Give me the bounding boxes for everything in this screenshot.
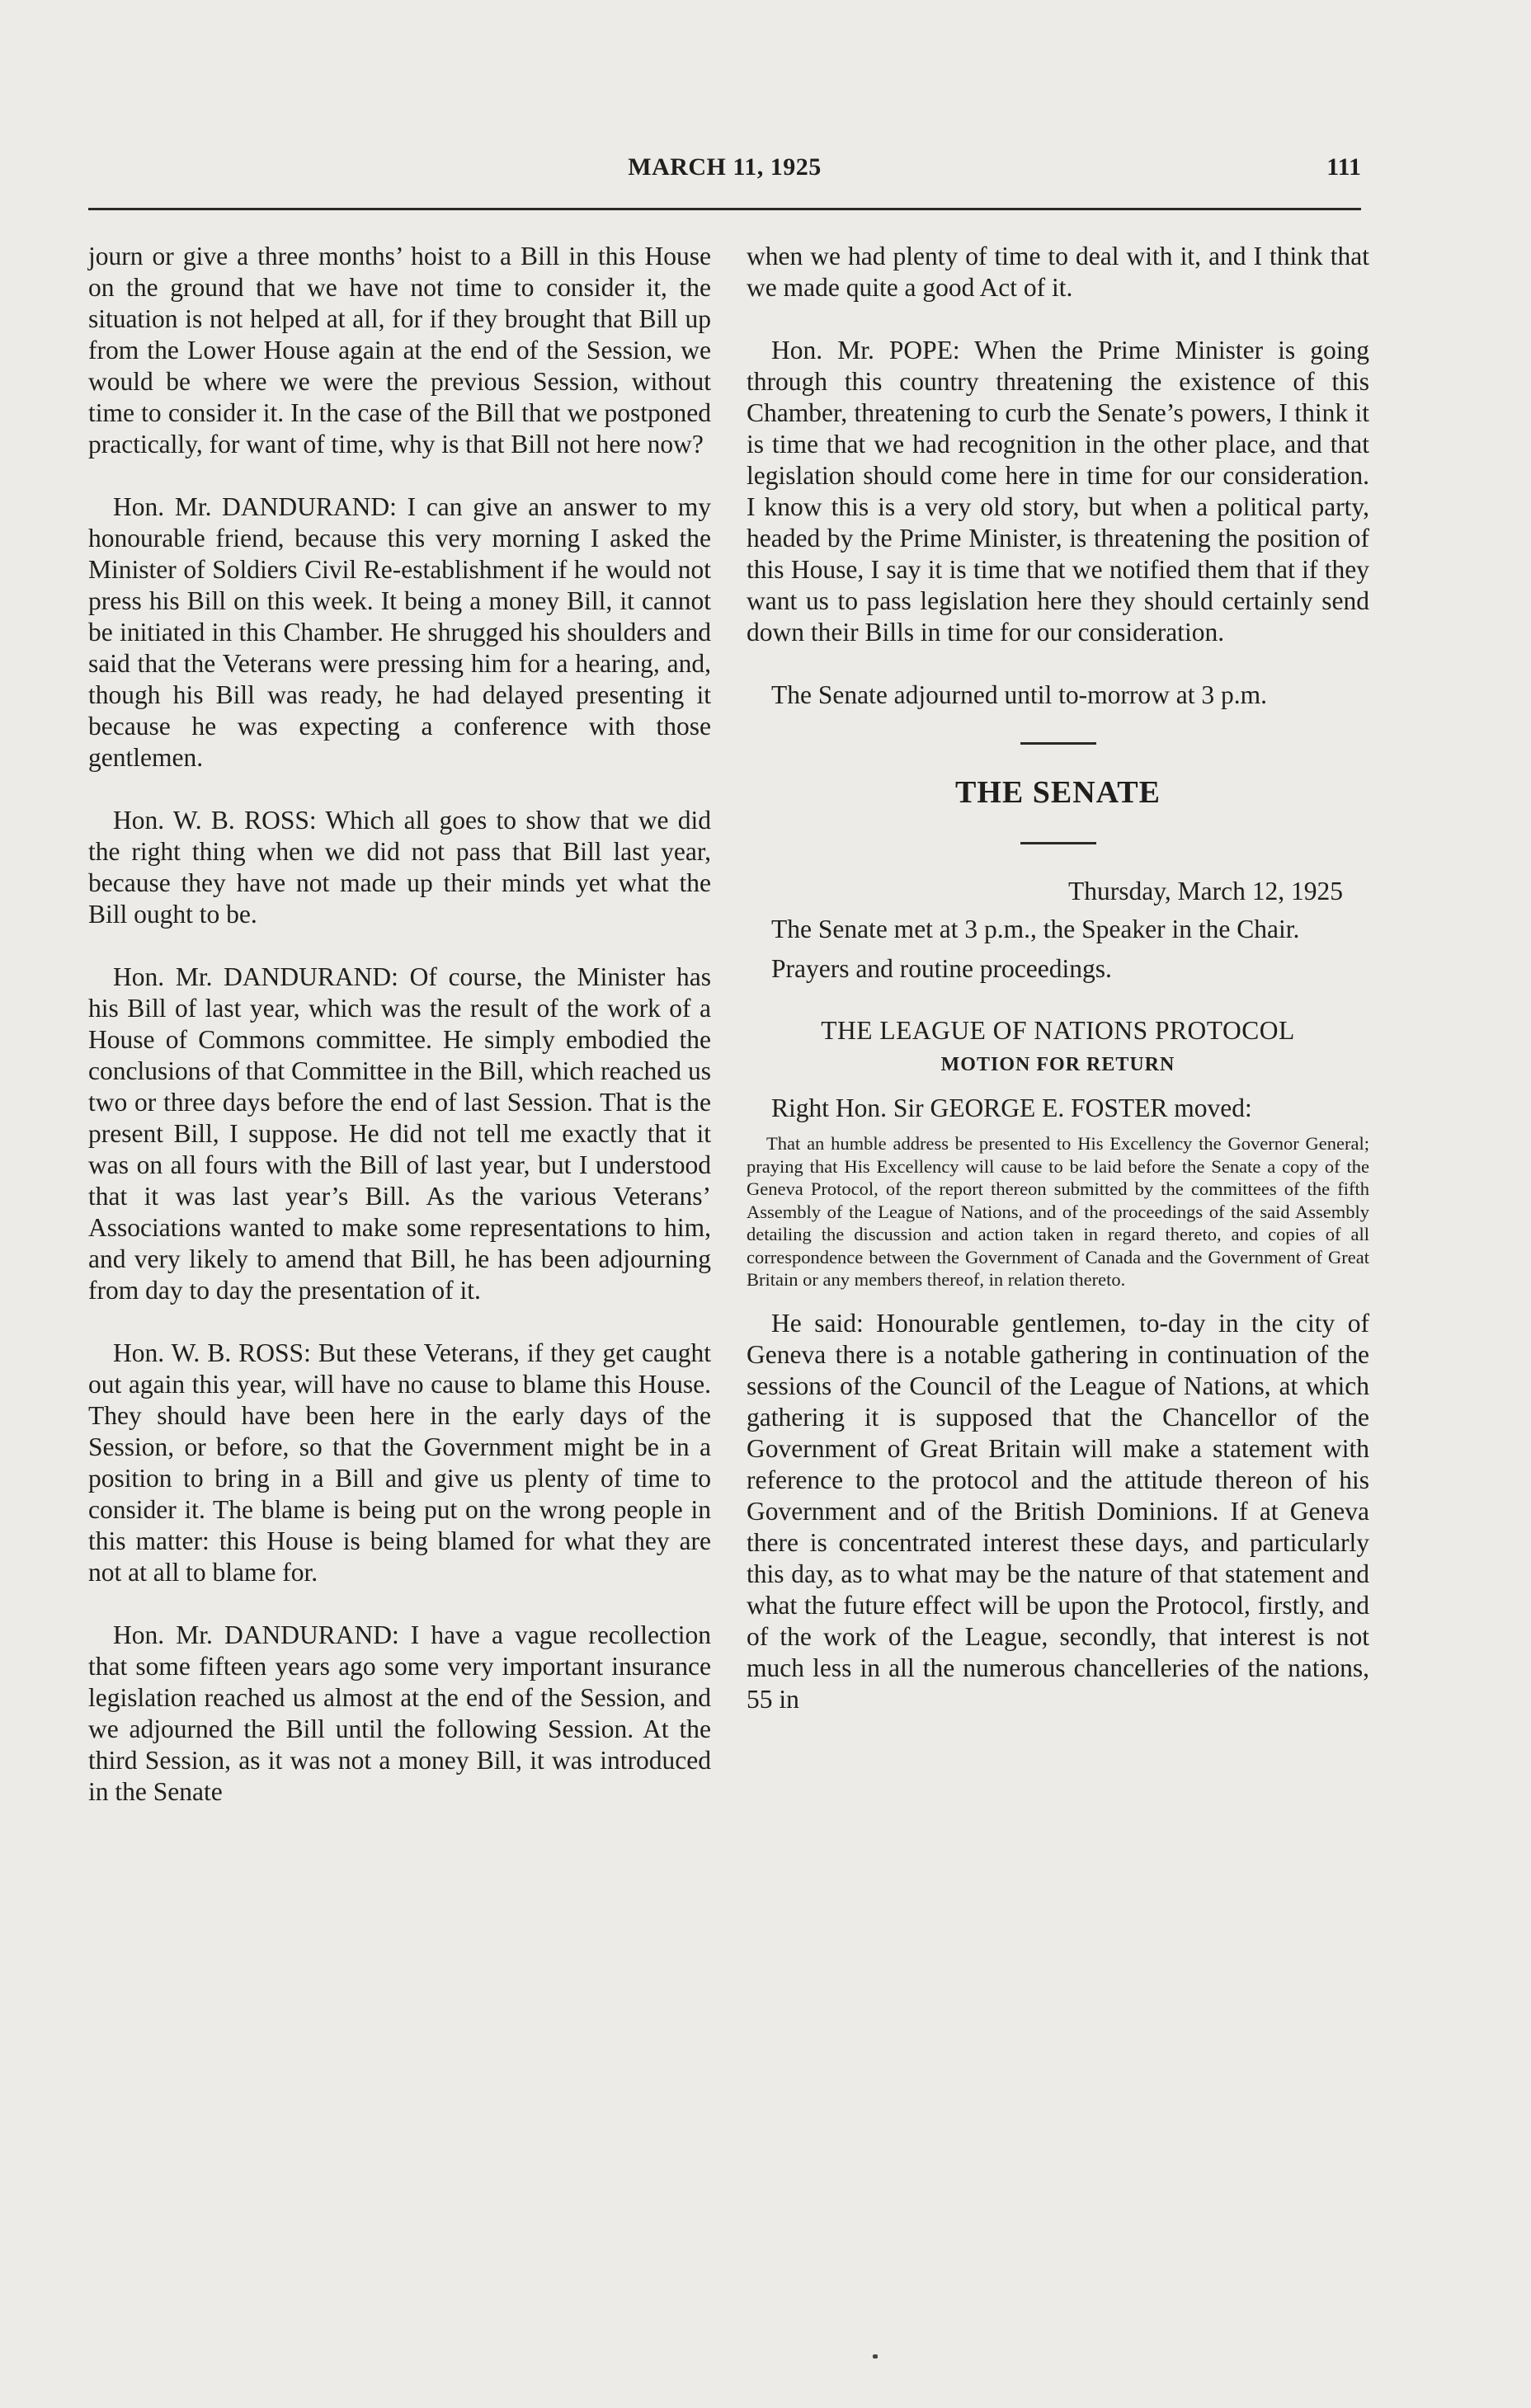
- print-speck: [873, 2354, 878, 2359]
- section-rule-top: [1020, 742, 1096, 745]
- right-column: [747, 241, 1369, 1747]
- paragraph-dandurand-2: Hon. Mr. DANDURAND: Of course, the Minister has his Bill of last year, which was the result of the work of a House of Commons committee. He simply embodied the conclusions of that Committee in the Bill, which reached us two or three days before the end of last Session. That is the present Bill, I suppose. He did not tell me exactly that it was on all fours with the Bill of last year, but I understood that it was last year’s Bill. As the various Veterans’ Associations wanted to make some representations to him, and very likely to amend that Bill, he has been adjourning from day to day the presentation of it.: [88, 962, 711, 1305]
- paragraph-adjourned: The Senate adjourned until to-morrow at 3 p.m.: [771, 680, 1267, 709]
- paragraph-ross-2: Hon. W. B. ROSS: But these Veterans, if they get caught out again this year, will have no cause to blame this House. They should have been here in the early days of the Session, or before, so that the Government might be in a position to bring in a Bill and give us plenty of time to consider it. The blame is being put on the wrong people in this matter: this House is being blamed for what they are not at all to blame for.: [88, 1338, 711, 1587]
- subheading: MOTION FOR RETURN: [940, 1054, 1175, 1075]
- paragraph-mover: Right Hon. Sir GEORGE E. FOSTER moved:: [771, 1093, 1252, 1122]
- paragraph-speech: He said: Honourable gentlemen, to-day in the city of Geneva there is a notable gathering in continuation of the sessions of the Council of the League of Nations, at which gathering it is supposed that the Chancellor of the Government of Great Britain will make a statement with reference to the protocol and the attitude thereon of his Government and of the British Dominions. If at Geneva there is concentrated interest these days, and particularly this day, as to what may be the nature of that statement and what the future effect will be upon the Protocol, firstly, and of the work of the League, secondly, that interest is not much less in all the numerous chancelleries of the nations, 55 in: [747, 1308, 1369, 1714]
- senate-title: THE SENATE: [955, 775, 1161, 810]
- paragraph-dandurand-3: Hon. Mr. DANDURAND: I have a vague recollection that some fifteen years ago some very important insurance legislation reached us almost at the end of the Session, and we adjourned the Bill until the following Session. At the third Session, as it was not a money Bill, it was introduced in the Senate: [88, 1620, 711, 1806]
- motion-text: That an humble address be presented to His Excellency the Governor General; praying that His Excellency will cause to be laid before the Senate a copy of the Geneva Protocol, of the report thereon submitted by the committees of the fifth Assembly of the League of Nations, and of the proceedings of the said Assembly detailing the discussion and action taken in regard thereto, and copies of all correspondence between the Government of Canada and the Government of Great Britain or any members thereof, in relation thereto.: [747, 1133, 1369, 1290]
- left-column: [88, 241, 711, 1839]
- header-date: MARCH 11, 1925: [628, 153, 822, 181]
- section-rule-bottom: [1020, 842, 1096, 844]
- paragraph-prayers: Prayers and routine proceedings.: [771, 954, 1112, 983]
- paragraph-dandurand-1: Hon. Mr. DANDURAND: I can give an answer to my honourable friend, because this very morning I asked the Minister of Soldiers Civil Re-establishment if he would not press his Bill on this week. It being a money Bill, it cannot be initiated in this Chamber. He shrugged his shoulders and said that the Veterans were pressing him for a hearing, and, though his Bill was ready, he had delayed presenting it because he was expecting a conference with those gentlemen.: [88, 492, 711, 772]
- page-number: 111: [1326, 153, 1361, 181]
- paragraph-ross-1: Hon. W. B. ROSS: Which all goes to show that we did the right thing when we did not pass that Bill last year, because they have not made up their minds yet what the Bill ought to be.: [88, 806, 711, 929]
- paragraph-senate-met: The Senate met at 3 p.m., the Speaker in the Chair.: [771, 915, 1300, 943]
- page-header: [88, 153, 1361, 193]
- paragraph-continuation: journ or give a three months’ hoist to a Bill in this House on the ground that we have not time to consider it, the situation is not helped at all, for if they brought that Bill up from the Lower House again at the end of the Session, we would be where we were the previous Session, without time to consider it. In the case of the Bill that we postponed practically, for want of time, why is that Bill not here now?: [88, 242, 711, 459]
- header-rule: [88, 208, 1361, 210]
- section-heading: THE LEAGUE OF NATIONS PROTOCOL: [821, 1016, 1295, 1045]
- sitting-date: Thursday, March 12, 1925: [1067, 877, 1343, 905]
- paragraph-pope: Hon. Mr. POPE: When the Prime Minister is going through this country threatening the existence of this Chamber, threatening to curb the Senate’s powers, I think it is time that we had recognition in the other place, and that legislation should come here in time for our consideration. I know this is a very old story, but when a political party, headed by the Prime Minister, is threatening the position of this House, I say it is time that we notified them that if they want us to pass legislation here they should certainly send down their Bills in time for our consideration.: [747, 336, 1369, 647]
- paragraph-continuation-right: when we had plenty of time to deal with it, and I think that we made quite a good Act of it.: [747, 242, 1369, 302]
